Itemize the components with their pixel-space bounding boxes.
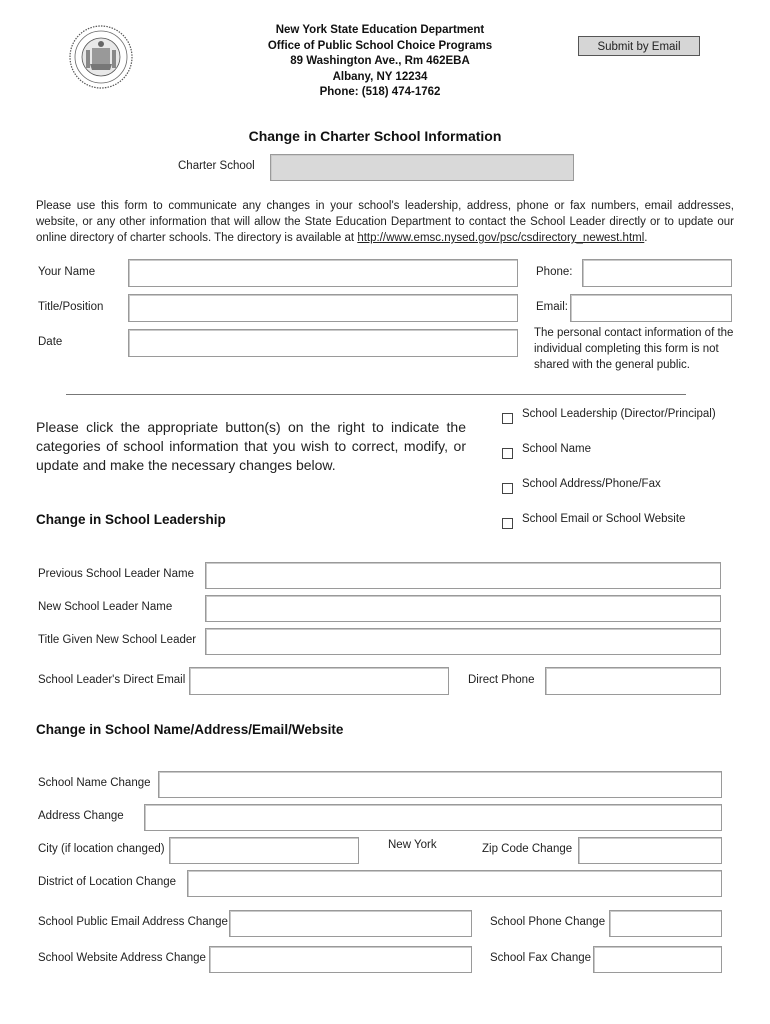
privacy-note: The personal contact information of the individual completing this form is not shared with the general public. [534,327,734,371]
fax-change-label: School Fax Change [490,952,592,964]
state-value: New York [388,839,437,851]
instructions-text: Please click the appropriate button(s) on the right to indicate the categories of school information that you wish to correct, modify, or update and make the necessary changes below. [36,419,466,473]
title-position-label: Title/Position [38,301,104,313]
new-leader-field[interactable] [205,595,721,622]
directory-link[interactable]: http://www.emsc.nysed.gov/psc/csdirectory_newest.html [357,232,645,244]
phone-change-label: School Phone Change [490,916,606,928]
intro-paragraph [36,198,734,246]
your-name-label: Your Name [38,266,96,278]
name-change-label: School Name Change [38,777,151,789]
direct-email-label: School Leader's Direct Email [38,674,186,686]
header-line-1: New York State Education Department [275,24,485,36]
address-change-field[interactable] [144,804,722,831]
school-name-checkbox[interactable] [502,448,513,459]
email-field[interactable] [570,294,732,322]
email-label: Email: [536,301,568,313]
section-divider [66,394,686,395]
zip-label: Zip Code Change [482,843,573,855]
direct-phone-field[interactable] [545,667,721,695]
agency-header [210,23,550,101]
date-label: Date [38,336,63,348]
nys-seal-logo [68,24,134,90]
district-field[interactable] [187,870,722,897]
submit-by-email-button[interactable]: Submit by Email [578,36,700,56]
public-email-label: School Public Email Address Change [38,916,228,928]
fax-change-field[interactable] [593,946,722,973]
address-change-label: Address Change [38,810,124,822]
leadership-heading: Change in School Leadership [36,512,226,527]
website-label: School Website Address Change [38,952,206,964]
intro-end: . [644,232,648,244]
date-field[interactable] [128,329,518,357]
address-checkbox-label: School Address/Phone/Fax [522,478,661,490]
header-line-4: Albany, NY 12234 [332,70,428,83]
title-given-label: Title Given New School Leader [38,634,197,646]
city-field[interactable] [169,837,359,864]
direct-phone-label: Direct Phone [468,674,535,686]
phone-field[interactable] [582,259,732,287]
header-line-5: Phone: (518) 474-1762 [319,86,441,98]
direct-email-field[interactable] [189,667,449,695]
phone-label: Phone: [536,266,573,278]
form-title: Change in Charter School Information [248,128,502,144]
prev-leader-field[interactable] [205,562,721,589]
prev-leader-label: Previous School Leader Name [38,568,194,580]
header-line-3: 89 Washington Ave., Rm 462EBA [290,55,470,67]
public-email-field[interactable] [229,910,472,937]
email-website-checkbox-label: School Email or School Website [522,513,686,525]
header-line-2: Office of Public School Choice Programs [267,39,493,52]
title-position-field[interactable] [128,294,518,322]
new-leader-label: New School Leader Name [38,601,173,613]
title-given-field[interactable] [205,628,721,655]
zip-field[interactable] [578,837,722,864]
leadership-checkbox-label: School Leadership (Director/Principal) [522,408,716,420]
charter-school-label: Charter School [178,160,255,172]
website-field[interactable] [209,946,472,973]
name-change-field[interactable] [158,771,722,798]
leadership-checkbox[interactable] [502,413,513,424]
school-info-heading: Change in School Name/Address/Email/Website [36,722,344,737]
district-label: District of Location Change [38,876,177,888]
intro-text: Please use this form to communicate any changes in your school's leadership, address, phone or fax numbers, email addresses, website, or any other information that will allow the State Education Department to contact the School Leader directly or to update our online directory of charter schools. The directory is available at [36,200,734,244]
city-label: City (if location changed) [38,843,165,855]
charter-school-field[interactable] [270,154,574,181]
school-name-checkbox-label: School Name [522,443,592,455]
your-name-field[interactable] [128,259,518,287]
address-checkbox[interactable] [502,483,513,494]
phone-change-field[interactable] [609,910,722,937]
email-website-checkbox[interactable] [502,518,513,529]
